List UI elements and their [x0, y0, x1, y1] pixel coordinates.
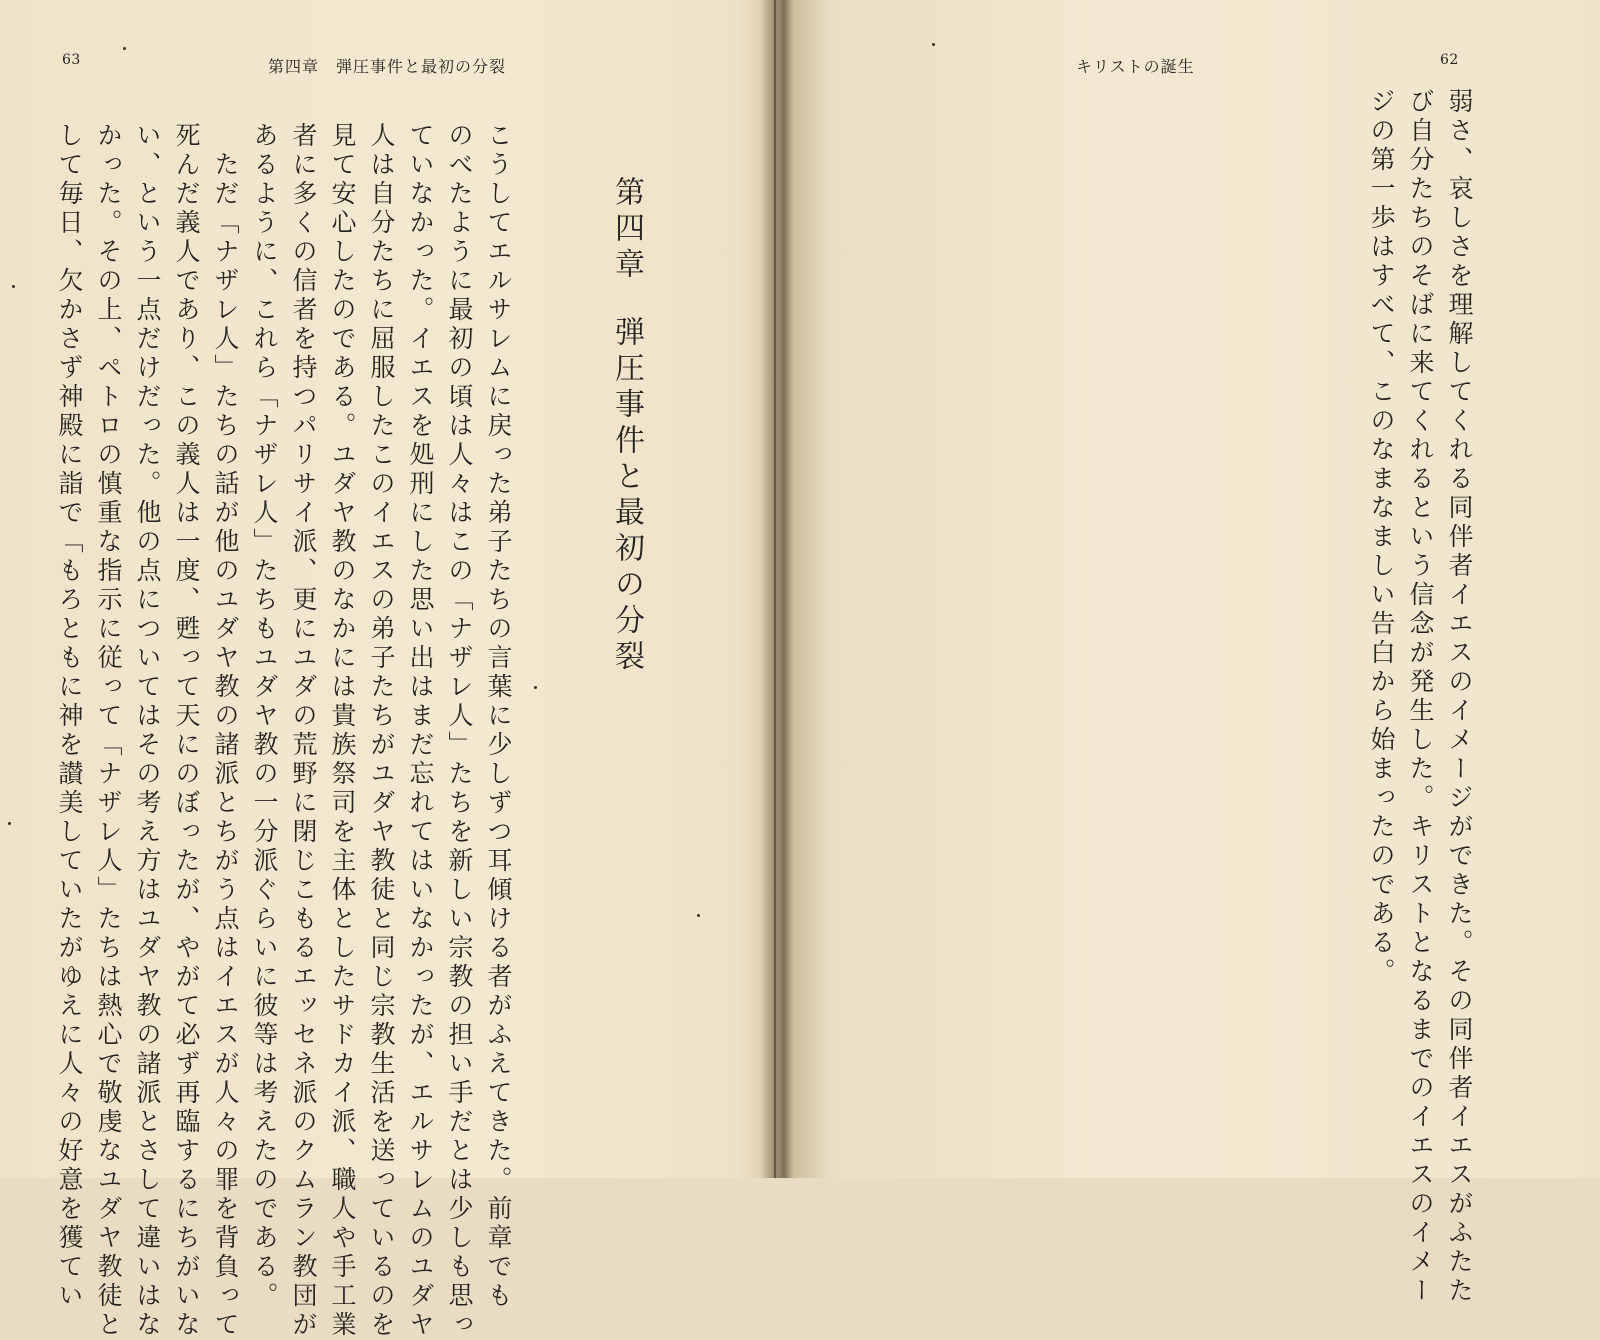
paper-speck: [123, 47, 126, 50]
text-line: のべたように最初の頃は人々はこの「ナザレ人」たちを新しい宗教の担い手だとは少しも思っ: [445, 122, 474, 1340]
text-line: ジの第一歩はすべて、このなまなましい告白から始まったのである。: [1367, 88, 1396, 987]
text-line: び自分たちのそばに来てくれるという信念が発生した。キリストとなるまでのイエスのイメー: [1406, 88, 1435, 1306]
book-gutter: [760, 0, 790, 1178]
chapter-title: 弾圧事件と最初の分裂: [609, 316, 644, 676]
right-page: [790, 0, 1600, 1306]
running-head-left: 第四章 弾圧事件と最初の分裂: [268, 57, 507, 76]
paper-speck: [8, 822, 11, 825]
text-line: かった。その上、ペトロの慎重な指示に従って「ナザレ人」たちは熱心で敬虔なユダヤ教徒と: [94, 122, 123, 1340]
text-line: あるように、これら「ナザレ人」たちもユダヤ教の一分派ぐらいに彼等は考えたのである。: [250, 122, 279, 1311]
text-line: ただ「ナザレ人」たちの話が他のユダヤ教の諸派とちがう点はイエスが人々の罪を背負って: [211, 122, 240, 1340]
left-page: [0, 0, 778, 1340]
text-line: 人は自分たちに屈服したこのイエスの弟子たちがユダヤ教徒と同じ宗教生活を送っているのを: [367, 122, 396, 1340]
chapter-heading: [604, 176, 648, 676]
body-text-right: [1362, 88, 1479, 1306]
text-line: 見て安心したのである。ユダヤ教のなかには貴族祭司を主体としたサドカイ派、職人や手工業: [328, 122, 357, 1340]
text-line: 弱さ、哀しさを理解してくれる同伴者イエスのイメージができた。その同伴者イエスがふたた: [1445, 88, 1474, 1306]
paper-speck: [534, 686, 537, 689]
paper-speck: [12, 285, 15, 288]
text-line: い、という一点だけだった。他の点についてはその考え方はユダヤ教の諸派とさして違いはな: [133, 122, 162, 1340]
paper-speck: [697, 914, 700, 917]
text-line: 者に多くの信者を持つパリサイ派、更にユダの荒野に閉じこもるエッセネ派のクムラン教団が: [289, 122, 318, 1340]
paper-speck: [932, 43, 935, 46]
chapter-number: 第四章: [609, 176, 644, 284]
text-line: ていなかった。イエスを処刑にした思い出はまだ忘れてはいなかったが、エルサレムのユダヤ: [406, 122, 435, 1340]
text-line: こうしてエルサレムに戻った弟子たちの言葉に少しずつ耳傾ける者がふえてきた。前章でも: [484, 122, 513, 1311]
text-line: 死んだ義人であり、この義人は一度、甦って天にのぼったが、やがて必ず再臨するにちがいな: [172, 122, 201, 1340]
body-text-left: [50, 122, 518, 1340]
text-line: して毎日、欠かさず神殿に詣で「もろともに神を讃美していたがゆえに人々の好意を獲てい: [55, 122, 84, 1311]
page-number-right: 62: [1440, 52, 1459, 68]
page-number-left: 63: [62, 52, 81, 68]
running-head-right: キリストの誕生: [1076, 57, 1195, 76]
